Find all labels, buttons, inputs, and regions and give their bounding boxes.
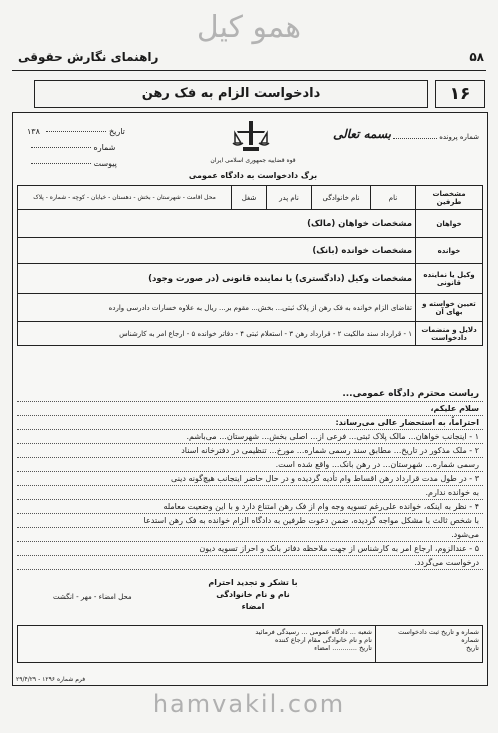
row-claim-value: تقاضای الزام خوانده به فک رهن از پلاک ثبتی... بخش... مقوم بر... ریال به علاوه خسارات دادرسی وارده	[18, 294, 416, 322]
letter-line: ۵ - عندالزوم، ارجاع امر به کارشناس از جهت ملاحظه دفاتر بانک و احراز تسویه دیون	[17, 542, 483, 556]
signature-regards: با تشکر و تجدید احترام	[208, 578, 298, 587]
letter-line: درخواست می‌گردد.	[17, 556, 483, 570]
meta-date-line	[46, 131, 106, 132]
footer-row	[18, 626, 483, 663]
letter-line: می‌شود.	[17, 528, 483, 542]
letter-greeting: سلام علیکم،	[17, 402, 483, 416]
col-parties: مشخصات طرفین	[416, 186, 483, 210]
col-address: محل اقامت - شهرستان - بخش - دهستان - خیابان - کوچه - شماره - پلاک	[18, 186, 232, 210]
table-header-row	[18, 186, 483, 210]
row-defendant	[18, 238, 483, 264]
judiciary-emblem-icon	[231, 117, 271, 155]
letter-intro: احتراماً، به استحضار عالی می‌رساند:	[17, 416, 483, 430]
signature-name: نام و نام خانوادگی	[216, 590, 290, 599]
signature-block	[163, 577, 343, 613]
signature-sign: امضاء	[241, 602, 265, 611]
footer-registration: شماره و تاریخ ثبت دادخواست شماره تاریخ	[376, 626, 483, 663]
col-family: نام خانوادگی	[312, 186, 371, 210]
row-lawyer-label: وکیل یا نماینده قانونی	[416, 264, 483, 294]
col-job: شغل	[232, 186, 267, 210]
row-lawyer-value: مشخصات وکیل (دادگستری) یا نماینده قانونی (در صورت وجود)	[18, 264, 416, 294]
row-evidence	[18, 322, 483, 346]
letter-line: به خوانده ندارم.	[17, 486, 483, 500]
signature-place: محل امضاء - مهر - انگشت	[53, 593, 132, 601]
letter-line: ۳ - در طول مدت قرارداد رهن اقساط وام تأدیه گردیده و در حال حاضر اینجانب هیچ‌گونه دینی	[17, 472, 483, 486]
letter-heading: ریاست محترم دادگاه عمومی...	[17, 387, 483, 402]
letter-line: ۱ - اینجانب خواهان... مالک پلاک ثبتی... فرعی از... اصلی بخش... شهرستان... می‌باشم.	[17, 430, 483, 444]
letter-line: ۴ - نظر به اینکه، خوانده علی‌رغم تسویه وجه وام از فک رهن امتناع دارد و با این وضعیت معامله	[17, 500, 483, 514]
row-defendant-label: خوانده	[416, 238, 483, 264]
row-evidence-value: ۱ - قرارداد سند مالکیت ۲ - قرارداد رهن ۳ - استعلام ثبتی ۴ - دفاتر خوانده ۵ - ارجاع امر به کارشناس	[18, 322, 416, 346]
petition-body	[17, 387, 483, 570]
watermark-bottom: hamvakil.com	[152, 690, 346, 718]
meta-date: تاریخ ۱۳۸	[27, 127, 125, 136]
row-plaintiff-value: مشخصات خواهان (مالک)	[18, 210, 416, 238]
meta-number-line	[31, 147, 91, 148]
footer-referral: شعبه ... دادگاه عمومی ... رسیدگی فرمائید نام و نام خانوادگی مقام ارجاع کننده تاریخ ............ امضاء	[18, 626, 376, 663]
row-evidence-label: دلایل و منضمات دادخواست	[416, 322, 483, 346]
footer-table	[17, 625, 483, 663]
row-lawyer	[18, 264, 483, 294]
row-defendant-value: مشخصات خوانده (بانک)	[18, 238, 416, 264]
col-name: نام	[371, 186, 416, 210]
meta-attach-line	[31, 163, 91, 164]
bismillah: بسمه تعالی	[332, 127, 391, 141]
form-number: ۱۶	[435, 80, 485, 108]
row-claim	[18, 294, 483, 322]
petition-form	[12, 112, 488, 686]
emblem-caption: قوه قضاییه جمهوری اسلامی ایران	[210, 157, 296, 164]
row-plaintiff-label: خواهان	[416, 210, 483, 238]
row-claim-label: تعیین خواسته و بهای آن	[416, 294, 483, 322]
letter-line: با شخص ثالث با مشکل مواجه گردیده، ضمن دعوت طرفین به دادگاه الزام خوانده به فک رهن استدعا	[17, 514, 483, 528]
case-number-line	[393, 138, 437, 139]
meta-number: شماره	[27, 143, 115, 152]
col-father: نام پدر	[267, 186, 312, 210]
document-title: دادخواست الزام به فک رهن	[34, 80, 428, 108]
letter-line: ۲ - ملک مذکور در تاریخ... مطابق سند رسمی شماره... مورخ... تنظیمی در دفترخانه اسناد	[17, 444, 483, 458]
book-title: راهنمای نگارش حقوقی	[18, 50, 159, 64]
form-code: فرم شماره ۱۲۹۶ - ۲۹/۴/۲۹	[16, 676, 86, 683]
sheet-title: برگ دادخواست به دادگاه عمومی	[188, 171, 318, 180]
parties-table	[17, 185, 483, 346]
row-plaintiff	[18, 210, 483, 238]
letter-line: رسمی شماره... شهرستان... در رهن بانک... واقع شده است.	[17, 458, 483, 472]
header-rule	[12, 70, 486, 71]
case-number: شماره پرونده	[393, 133, 479, 141]
meta-attachment: پیوست	[27, 159, 117, 168]
watermark-top: همو کیل	[196, 10, 302, 45]
page-number: ۵۸	[469, 50, 484, 64]
